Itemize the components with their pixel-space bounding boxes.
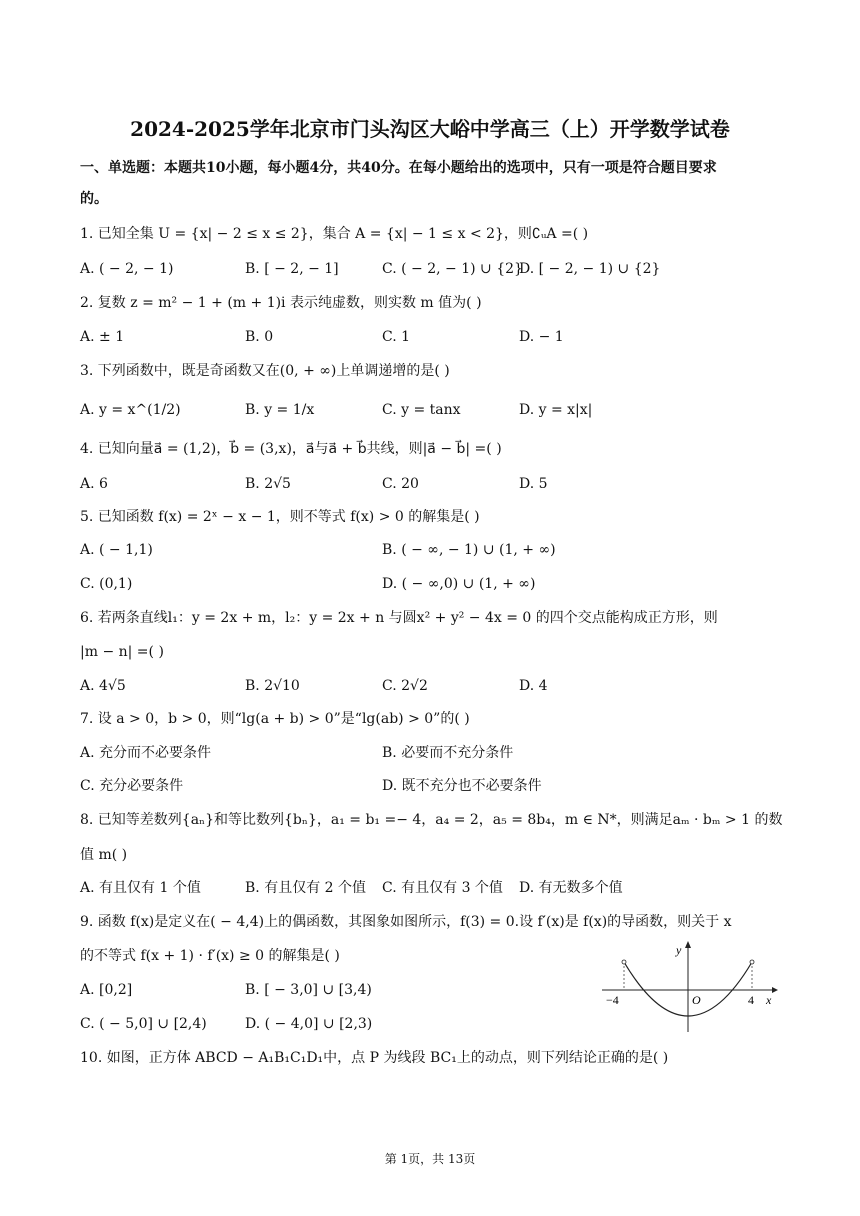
- question-8-stem-cont: 值 m( ): [80, 847, 128, 863]
- question-7-stem: 7. 设 a > 0，b > 0，则“lg(a + b) > 0”是“lg(ab) > 0”的( ): [80, 711, 470, 727]
- q5-option-b: B. ( − ∞, − 1) ∪ (1, + ∞): [382, 542, 556, 558]
- question-9-stem-cont: 的不等式 f(x + 1) · f′(x) ≥ 0 的解集是( ): [80, 948, 340, 964]
- q4-option-b: B. 2√5: [245, 476, 291, 492]
- question-2-stem: 2. 复数 z = m² − 1 + (m + 1)i 表示纯虚数，则实数 m 值为( ): [80, 295, 482, 311]
- q3-option-d: D. y = x|x|: [519, 402, 593, 418]
- section-heading-line2: 的。: [80, 191, 108, 207]
- q2-option-b: B. 0: [245, 329, 274, 345]
- question-8-stem: 8. 已知等差数列{aₙ}和等比数列{bₙ}，a₁ = b₁ =− 4，a₄ = 2，a₅ = 8b₄，m ∈ N*，则满足aₘ · bₘ > 1 的数: [80, 812, 783, 828]
- q5-option-a: A. ( − 1,1): [80, 542, 153, 558]
- q8-option-b: B. 有且仅有 2 个值: [245, 880, 366, 896]
- right-endpoint: [750, 960, 754, 964]
- q9-option-c: C. ( − 5,0] ∪ [2,4): [80, 1016, 207, 1032]
- q1-option-d: D. [ − 2, − 1) ∪ {2}: [519, 261, 661, 277]
- q7-option-d: D. 既不充分也不必要条件: [382, 778, 542, 794]
- q1-option-c: C. ( − 2, − 1) ∪ {2}: [382, 261, 523, 277]
- q9-function-graph: [600, 940, 780, 1035]
- q6-option-b: B. 2√10: [245, 678, 300, 694]
- q4-option-d: D. 5: [519, 476, 548, 492]
- q5-option-c: C. (0,1): [80, 576, 133, 592]
- x-axis-label: x: [766, 993, 772, 1007]
- q8-option-d: D. 有无数多个值: [519, 880, 623, 896]
- q6-option-c: C. 2√2: [382, 678, 428, 694]
- q8-option-c: C. 有且仅有 3 个值: [382, 880, 503, 896]
- q2-option-d: D. − 1: [519, 329, 564, 345]
- q5-option-d: D. ( − ∞,0) ∪ (1, + ∞): [382, 576, 536, 592]
- question-6-stem-cont: |m − n| =( ): [80, 644, 164, 660]
- q6-option-a: A. 4√5: [80, 678, 126, 694]
- question-1-stem: 1. 已知全集 U = {x| − 2 ≤ x ≤ 2}，集合 A = {x| − 1 ≤ x < 2}，则∁ᵤA =( ): [80, 226, 589, 242]
- page-title: 2024-2025学年北京市门头沟区大峪中学高三（上）开学数学试卷: [130, 117, 730, 141]
- q9-option-d: D. ( − 4,0] ∪ [2,3): [245, 1016, 373, 1032]
- origin-label: O: [692, 993, 701, 1007]
- q4-option-c: C. 20: [382, 476, 419, 492]
- y-axis-arrow: [685, 941, 691, 948]
- q9-option-a: A. [0,2]: [80, 982, 133, 998]
- question-9-stem: 9. 函数 f(x)是定义在( − 4,4)上的偶函数，其图象如图所示，f(3) = 0.设 f′(x)是 f(x)的导函数，则关于 x: [80, 914, 732, 930]
- q7-option-b: B. 必要而不充分条件: [382, 745, 514, 761]
- q3-option-b: B. y = 1/x: [245, 402, 315, 418]
- q7-option-a: A. 充分而不必要条件: [80, 745, 212, 761]
- q6-option-d: D. 4: [519, 678, 548, 694]
- q1-option-a: A. ( − 2, − 1): [80, 261, 174, 277]
- q3-option-c: C. y = tanx: [382, 402, 461, 418]
- q8-option-a: A. 有且仅有 1 个值: [80, 880, 201, 896]
- left-endpoint: [622, 960, 626, 964]
- question-6-stem: 6. 若两条直线l₁：y = 2x + m，l₂：y = 2x + n 与圆x² + y² − 4x = 0 的四个交点能构成正方形，则: [80, 610, 718, 626]
- q7-option-c: C. 充分必要条件: [80, 778, 184, 794]
- q3-option-a: A. y = x^(1/2): [80, 402, 181, 418]
- section-heading-line1: 一、单选题：本题共10小题，每小题4分，共40分。在每小题给出的选项中，只有一项是符合题目要求: [80, 160, 717, 176]
- question-4-stem: 4. 已知向量a⃗ = (1,2)，b⃗ = (3,x)，a⃗与a⃗ + b⃗共线，则|a⃗ − b⃗| =( ): [80, 441, 502, 457]
- question-5-stem: 5. 已知函数 f(x) = 2ˣ − x − 1，则不等式 f(x) > 0 的解集是( ): [80, 509, 480, 525]
- q2-option-a: A. ± 1: [80, 329, 125, 345]
- question-10-stem: 10. 如图，正方体 ABCD − A₁B₁C₁D₁中，点 P 为线段 BC₁上的动点，则下列结论正确的是( ): [80, 1050, 669, 1066]
- x-axis-arrow: [772, 987, 778, 993]
- q4-option-a: A. 6: [80, 476, 108, 492]
- q1-option-b: B. [ − 2, − 1]: [245, 261, 339, 277]
- right-tick-label: 4: [748, 993, 754, 1007]
- page-footer: 第 1页，共 13页: [384, 1152, 476, 1166]
- q2-option-c: C. 1: [382, 329, 411, 345]
- y-axis-label: y: [676, 943, 682, 957]
- q9-option-b: B. [ − 3,0] ∪ [3,4): [245, 982, 372, 998]
- question-3-stem: 3. 下列函数中，既是奇函数又在(0, + ∞)上单调递增的是( ): [80, 363, 450, 379]
- left-tick-label: −4: [606, 993, 619, 1007]
